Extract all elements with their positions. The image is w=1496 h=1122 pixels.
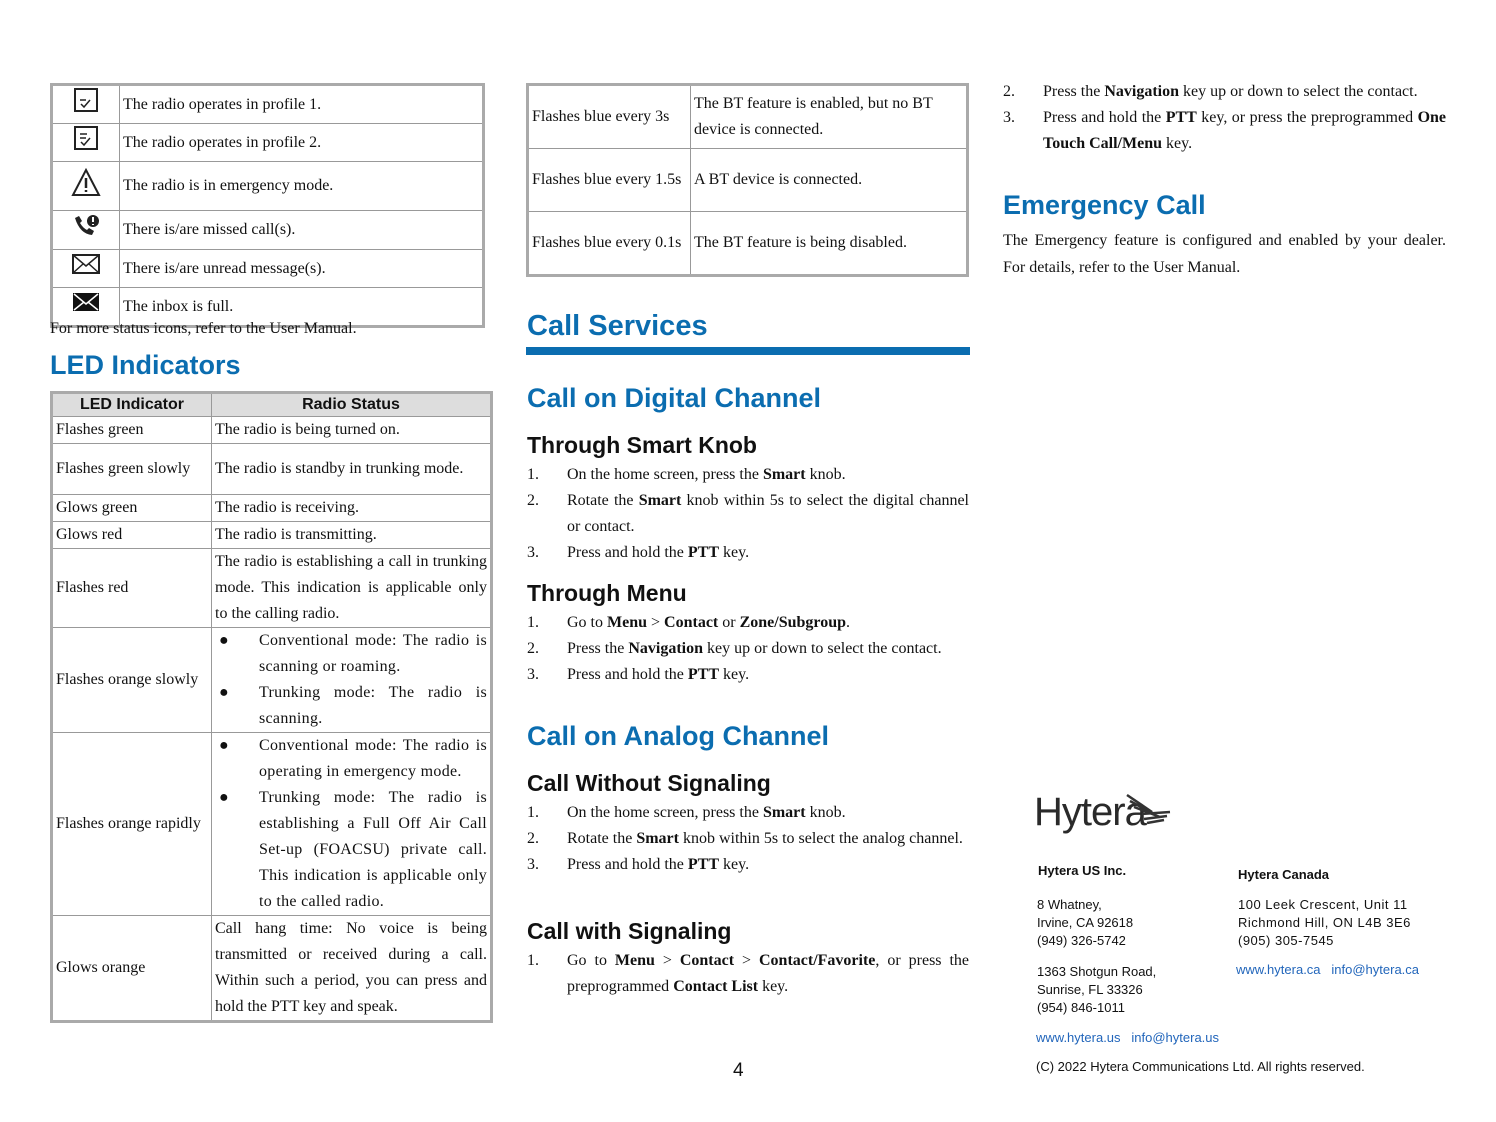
icon-description: The radio operates in profile 1. — [120, 85, 484, 124]
emergency-call-heading: Emergency Call — [1003, 190, 1206, 220]
led-indicator: Flashes orange slowly — [52, 628, 212, 733]
key-name: Menu — [607, 614, 647, 631]
led-row — [52, 417, 492, 444]
step-number: 1. — [527, 614, 539, 631]
step-text — [567, 488, 969, 540]
heading-rule — [526, 347, 970, 355]
ca-email-link[interactable]: info@hytera.ca — [1331, 962, 1420, 977]
step-text — [567, 826, 969, 852]
key-name: Contact — [679, 952, 735, 969]
text: knob. — [805, 466, 846, 483]
address-line: Irvine, CA 92618 — [1037, 915, 1134, 930]
status-bullet — [215, 680, 487, 732]
ca-address — [1238, 896, 1411, 950]
status-bullet — [215, 785, 487, 915]
copyright: (C) 2022 Hytera Communications Ltd. All rights reserved. — [1036, 1059, 1365, 1074]
text: key. — [719, 856, 750, 873]
status-icon-row — [52, 211, 484, 250]
key-name: PTT — [687, 544, 719, 561]
address-line: 100 Leek Crescent, Unit 11 — [1238, 897, 1408, 912]
bullet-icon: ● — [219, 684, 229, 701]
text: Rotate the — [567, 830, 637, 847]
bt-led-row — [528, 212, 968, 276]
step-number: 2. — [1003, 83, 1015, 100]
radio-status — [212, 916, 492, 1022]
led-indicator: Glows orange — [52, 916, 212, 1022]
us-website-link[interactable]: www.hytera.us — [1036, 1030, 1121, 1045]
status-text: The radio is transmitting. — [215, 526, 377, 543]
text: On the home screen, press the — [567, 466, 763, 483]
bullet-text: Trunking mode: The radio is scanning. — [259, 684, 487, 727]
text: Press and hold the — [567, 544, 688, 561]
us-email-link[interactable]: info@hytera.us — [1131, 1030, 1220, 1045]
key-name: Smart — [636, 830, 679, 847]
step-text — [1043, 79, 1446, 105]
step-item — [527, 610, 969, 636]
header-status: Radio Status — [212, 393, 492, 417]
text: key. — [719, 666, 750, 683]
text: knob within 5s to select the analog channel. — [678, 830, 963, 847]
text: On the home screen, press the — [567, 804, 763, 821]
icon-cell — [52, 211, 120, 250]
led-row — [52, 495, 492, 522]
phone: (954) 846-1011 — [1037, 1000, 1125, 1015]
key-name: PTT — [687, 856, 719, 873]
text: Press and hold the — [567, 666, 688, 683]
with-signaling-heading: Call with Signaling — [527, 918, 732, 944]
without-signaling-steps — [527, 800, 969, 878]
step-item — [527, 636, 969, 662]
address-line: Sunrise, FL 33326 — [1037, 982, 1143, 997]
step-text — [567, 636, 969, 662]
led-indicator: Flashes orange rapidly — [52, 733, 212, 916]
icon-cell — [52, 124, 120, 162]
bt-led-row — [528, 85, 968, 149]
icon-description: There is/are missed call(s). — [120, 211, 484, 250]
step-item — [527, 488, 969, 540]
text: Go to — [567, 614, 607, 631]
step-text — [567, 540, 969, 566]
led-indicator: Flashes blue every 1.5s — [528, 149, 691, 212]
missed-call-icon — [71, 212, 101, 240]
with-signaling-steps — [527, 948, 969, 1000]
text: Rotate the — [567, 492, 639, 509]
digital-heading: Call on Digital Channel — [527, 383, 822, 413]
ca-website-link[interactable]: www.hytera.ca — [1236, 962, 1321, 977]
step-item — [1003, 79, 1446, 105]
bullet-text: Conventional mode: The radio is operating in emergency mode. — [259, 737, 487, 780]
emergency-text: The Emergency feature is configured and enabled by your dealer. For details, refer to the User Manual. — [1003, 232, 1446, 276]
step-number: 1. — [527, 466, 539, 483]
status-text: The radio is standby in trunking mode. — [215, 460, 464, 477]
text: , or press the preprogrammed — [567, 952, 970, 995]
smart-knob-steps — [527, 462, 969, 566]
step-number: 2. — [527, 830, 539, 847]
step-text — [567, 662, 969, 688]
radio-status — [212, 549, 492, 628]
radio-status — [212, 733, 492, 916]
text: knob. — [805, 804, 846, 821]
step-number: 1. — [527, 952, 539, 969]
icon-description: The radio is in emergency mode. — [120, 162, 484, 211]
address-line: Richmond Hill, ON L4B 3E6 — [1238, 915, 1411, 930]
step-number: 2. — [527, 640, 539, 657]
icon-cell — [52, 85, 120, 124]
call-services-heading: Call Services — [527, 310, 708, 342]
led-indicator: Flashes green — [52, 417, 212, 444]
status-text: The radio is establishing a call in trunking mode. This indication is applicable only to the calling radio. — [215, 553, 487, 622]
text: knob within 5s to select the digital channel or contact. — [567, 492, 969, 535]
text: Go to — [567, 952, 615, 969]
page-number: 4 — [733, 1060, 744, 1081]
text: key. — [758, 978, 789, 995]
led-row — [52, 522, 492, 549]
inbox-full-icon — [71, 288, 101, 316]
step-item — [527, 800, 969, 826]
step-item — [527, 540, 969, 566]
icon-description: There is/are unread message(s). — [120, 250, 484, 288]
step-text — [1043, 105, 1446, 157]
radio-status — [212, 444, 492, 495]
key-name: Smart — [762, 804, 806, 821]
radio-status — [212, 522, 492, 549]
step-text — [567, 852, 969, 878]
phone: (905) 305-7545 — [1238, 933, 1334, 948]
status-text: Call hang time: No voice is being transmitted or received during a call. Within such a period, you can press and hold the PTT key and speak. — [215, 920, 487, 1015]
address-line: 8 Whatney, — [1037, 897, 1102, 912]
logo-wings-icon — [1122, 792, 1172, 832]
logo-text: Hytera — [1034, 790, 1146, 834]
step-number: 3. — [527, 544, 539, 561]
status-text: The radio is receiving. — [215, 499, 359, 516]
address-line: 1363 Shotgun Road, — [1037, 964, 1157, 979]
key-name: Menu — [614, 952, 655, 969]
status-icon-row — [52, 124, 484, 162]
led-indicator: Flashes blue every 0.1s — [528, 212, 691, 276]
icon-cell — [52, 162, 120, 211]
text: key up or down to select the contact. — [1179, 83, 1418, 100]
step-text — [567, 800, 969, 826]
key-name: PTT — [687, 666, 719, 683]
smart-knob-heading: Through Smart Knob — [527, 432, 757, 458]
status-icon-row — [52, 85, 484, 124]
led-row — [52, 916, 492, 1022]
step-item — [527, 948, 969, 1000]
step-item — [527, 462, 969, 488]
step-text — [567, 462, 969, 488]
phone: (949) 326-5742 — [1037, 933, 1126, 948]
text: key, or press the preprogrammed — [1196, 109, 1418, 126]
step-number: 3. — [527, 666, 539, 683]
step-number: 3. — [1003, 109, 1015, 126]
text: key. — [1162, 135, 1193, 152]
us-company-name: Hytera US Inc. — [1038, 863, 1127, 878]
led-table — [50, 391, 493, 1023]
menu-steps-continued — [1003, 79, 1446, 157]
text: or — [718, 614, 740, 631]
icon-description: The inbox is full. — [120, 288, 484, 327]
profile-1-icon — [71, 86, 101, 114]
step-number: 1. — [527, 804, 539, 821]
radio-status — [212, 417, 492, 444]
led-row — [52, 733, 492, 916]
status-note: For more status icons, refer to the User Manual. — [50, 320, 357, 337]
profile-2-icon — [71, 124, 101, 152]
bt-led-table — [526, 83, 969, 277]
bullet-icon: ● — [219, 632, 229, 649]
header-led: LED Indicator — [52, 393, 212, 417]
status-bullet — [215, 733, 487, 785]
key-name: Zone/Subgroup — [739, 614, 846, 631]
key-name: Navigation — [1104, 83, 1179, 100]
emergency-warning-icon — [71, 168, 101, 196]
led-indicator: Glows red — [52, 522, 212, 549]
radio-status: A BT device is connected. — [691, 149, 968, 212]
led-row — [52, 444, 492, 495]
key-name: Contact List — [673, 978, 759, 995]
text: > — [647, 614, 665, 631]
led-row — [52, 628, 492, 733]
hytera-logo — [1034, 790, 1146, 835]
text: Press the — [1043, 83, 1105, 100]
led-indicator: Glows green — [52, 495, 212, 522]
status-icon-row — [52, 250, 484, 288]
through-menu-heading: Through Menu — [527, 580, 687, 606]
ca-company-name: Hytera Canada — [1238, 867, 1330, 882]
icon-description: The radio operates in profile 2. — [120, 124, 484, 162]
key-name: PTT — [1165, 109, 1197, 126]
key-name: Navigation — [628, 640, 703, 657]
through-menu-steps — [527, 610, 969, 688]
key-name: Contact/Favorite — [759, 952, 876, 969]
us-address-1 — [1037, 896, 1133, 950]
text: . — [846, 614, 850, 631]
status-icon-table — [50, 83, 485, 328]
radio-status — [212, 628, 492, 733]
radio-status: The BT feature is being disabled. — [691, 212, 968, 276]
led-row — [52, 549, 492, 628]
status-icon-row — [52, 162, 484, 211]
text: Press the — [567, 640, 629, 657]
radio-status: The BT feature is enabled, but no BT device is connected. — [691, 85, 968, 149]
led-indicator: Flashes red — [52, 549, 212, 628]
without-signaling-heading: Call Without Signaling — [527, 770, 771, 796]
icon-cell — [52, 250, 120, 288]
key-name: Smart — [638, 492, 682, 509]
bt-led-row — [528, 149, 968, 212]
unread-message-icon — [71, 250, 101, 278]
text: > — [734, 952, 759, 969]
status-text: The radio is being turned on. — [215, 421, 400, 438]
bullet-icon: ● — [219, 737, 229, 754]
bullet-icon: ● — [219, 789, 229, 806]
text: > — [654, 952, 680, 969]
key-name: One Touch Call/Menu — [1043, 109, 1447, 152]
step-text — [567, 610, 969, 636]
bullet-text: Trunking mode: The radio is establishing a Full Off Air Call Set-up (FOACSU) private call. This indication is applicable only to the called radio. — [259, 789, 487, 910]
analog-heading: Call on Analog Channel — [527, 721, 830, 751]
text: key up or down to select the contact. — [703, 640, 942, 657]
step-number: 2. — [527, 492, 539, 509]
text: key. — [719, 544, 750, 561]
us-address-2 — [1037, 963, 1156, 1017]
text: Press and hold the — [1043, 109, 1166, 126]
text: Press and hold the — [567, 856, 688, 873]
step-item — [1003, 105, 1446, 157]
step-item — [527, 662, 969, 688]
step-number: 3. — [527, 856, 539, 873]
bullet-text: Conventional mode: The radio is scanning or roaming. — [259, 632, 487, 675]
key-name: Smart — [762, 466, 806, 483]
key-name: Contact — [664, 614, 719, 631]
step-item — [527, 852, 969, 878]
led-indicator: Flashes green slowly — [52, 444, 212, 495]
status-bullet — [215, 628, 487, 680]
led-indicators-heading: LED Indicators — [50, 350, 241, 380]
step-item — [527, 826, 969, 852]
step-text — [567, 948, 969, 1000]
led-indicator: Flashes blue every 3s — [528, 85, 691, 149]
radio-status — [212, 495, 492, 522]
